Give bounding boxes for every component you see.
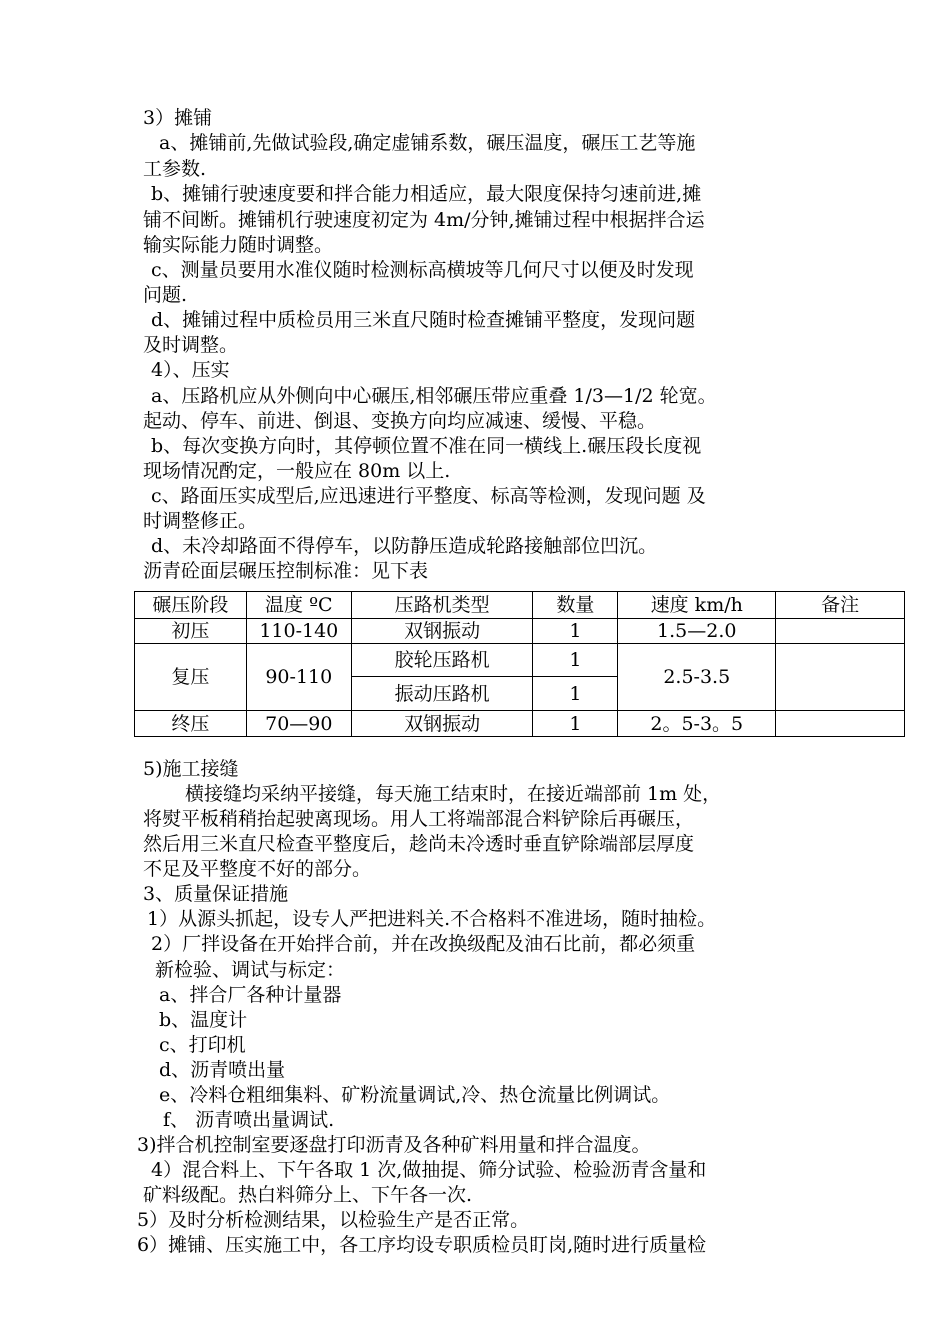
sub-list-item: e、冷料仓粗细集料、矿粉流量调试,冷、热仓流量比例调试。 [159, 1084, 671, 1106]
table-cell: 1 [533, 619, 618, 644]
table-cell: 胶轮压路机 [351, 644, 533, 677]
paragraph-line: 及时调整。 [143, 334, 239, 356]
paragraph-line: 起动、停车、前进、倒退、变换方向均应减速、缓慢、平稳。 [143, 410, 657, 432]
paragraph-line: 铺不间断。摊铺机行驶速度初定为 4m/分钟,摊铺过程中根据拌合运 [143, 209, 705, 231]
header-cell: 压路机类型 [351, 592, 533, 619]
table-cell: 90-110 [246, 644, 351, 711]
section-title-compaction: 4）、压实 [151, 359, 230, 381]
paragraph-line: d、摊铺过程中质检员用三米直尺随时检查摊铺平整度，发现问题 [151, 309, 696, 331]
header-cell: 温度 ºC [246, 592, 351, 619]
list-item: 3)拌合机控制室要逐盘打印沥青及各种矿料用量和拌合温度。 [137, 1134, 651, 1156]
table-row [135, 619, 905, 644]
table-cell: 双钢振动 [351, 711, 533, 737]
sub-list-item: f、 沥青喷出量调试. [163, 1109, 335, 1131]
table-cell: 1 [533, 711, 618, 737]
list-item: 5）及时分析检测结果，以检验生产是否正常。 [137, 1209, 530, 1231]
table-cell: 70—90 [246, 711, 351, 737]
sub-list-item: c、打印机 [159, 1034, 246, 1056]
paragraph-line: 时调整修正。 [143, 510, 258, 532]
table-row [135, 711, 905, 737]
list-item: 6）摊铺、压实施工中，各工序均设专职质检员盯岗,随时进行质量检 [137, 1234, 707, 1256]
paragraph-line: d、未冷却路面不得停车，以防静压造成轮路接触部位凹沉。 [151, 535, 658, 557]
paragraph-line: 横接缝均采纳平接缝，每天施工结束时，在接近端部前 1m 处， [185, 783, 722, 805]
paragraph-line: b、每次变换方向时，其停顿位置不准在同一横线上.碾压段长度视 [151, 435, 702, 457]
table-header-row [135, 592, 905, 619]
section-title-joints: 5)施工接缝 [143, 758, 239, 780]
paragraph-line: a、摊铺前,先做试验段,确定虚铺系数，碾压温度，碾压工艺等施 [159, 132, 696, 154]
list-item: 矿料级配。热白料筛分上、下午各一次. [143, 1184, 473, 1206]
paragraph-line: b、摊铺行驶速度要和拌合能力相适应，最大限度保持匀速前进,摊 [151, 183, 702, 205]
table-cell: 复压 [135, 644, 247, 711]
table-cell: 振动压路机 [351, 677, 533, 711]
table-cell: 双钢振动 [351, 619, 533, 644]
header-cell: 碾压阶段 [135, 592, 247, 619]
paragraph-line: 然后用三米直尺检查平整度后，趁尚未冷透时垂直铲除端部层厚度 [143, 833, 695, 855]
header-cell: 备注 [776, 592, 905, 619]
table-cell: 终压 [135, 711, 247, 737]
header-cell: 数量 [533, 592, 618, 619]
table-cell: 2。5-3。5 [618, 711, 776, 737]
table-cell [776, 619, 905, 644]
sub-list-item: a、拌合厂各种计量器 [159, 984, 342, 1006]
table-cell: 1.5—2.0 [618, 619, 776, 644]
table-cell: 1 [533, 677, 618, 711]
table-caption: 沥青砼面层碾压控制标准：见下表 [143, 560, 429, 582]
rolling-standard-table [134, 591, 905, 737]
list-item: 新检验、调试与标定： [155, 959, 346, 981]
paragraph-line: 将熨平板稍稍抬起驶离现场。用人工将端部混合料铲除后再碾压， [143, 808, 695, 830]
header-cell: 速度 km/h [618, 592, 776, 619]
table-row [135, 644, 905, 677]
list-item: 4）混合料上、下午各取 1 次,做抽提、筛分试验、检验沥青含量和 [151, 1159, 707, 1181]
table-cell: 初压 [135, 619, 247, 644]
sub-list-item: b、温度计 [159, 1009, 248, 1031]
paragraph-line: 工参数. [143, 158, 207, 180]
sub-list-item: d、沥青喷出量 [159, 1059, 286, 1081]
table-cell: 1 [533, 644, 618, 677]
table-cell: 110-140 [246, 619, 351, 644]
paragraph-line: c、路面压实成型后,应迅速进行平整度、标高等检测，发现问题 及 [151, 485, 706, 507]
section-title-paving: 3）摊铺 [143, 107, 213, 129]
list-item: 1）从源头抓起，设专人严把进料关.不合格料不准进场，随时抽检。 [147, 908, 717, 930]
paragraph-line: 输实际能力随时调整。 [143, 234, 334, 256]
list-item: 2）厂拌设备在开始拌合前，并在改换级配及油石比前，都必须重 [151, 933, 696, 955]
table-cell [776, 711, 905, 737]
paragraph-line: 不足及平整度不好的部分。 [143, 858, 372, 880]
paragraph-line: c、测量员要用水准仪随时检测标高横坡等几何尺寸以便及时发现 [151, 259, 694, 281]
paragraph-line: a、压路机应从外侧向中心碾压,相邻碾压带应重叠 1/3—1/2 轮宽。 [151, 385, 717, 407]
paragraph-line: 现场情况酌定，一般应在 80m 以上. [143, 460, 451, 482]
table-cell: 2.5-3.5 [618, 644, 776, 711]
paragraph-line: 问题. [143, 284, 188, 306]
table-cell [776, 644, 905, 711]
section-title-quality: 3、质量保证措施 [143, 883, 289, 905]
